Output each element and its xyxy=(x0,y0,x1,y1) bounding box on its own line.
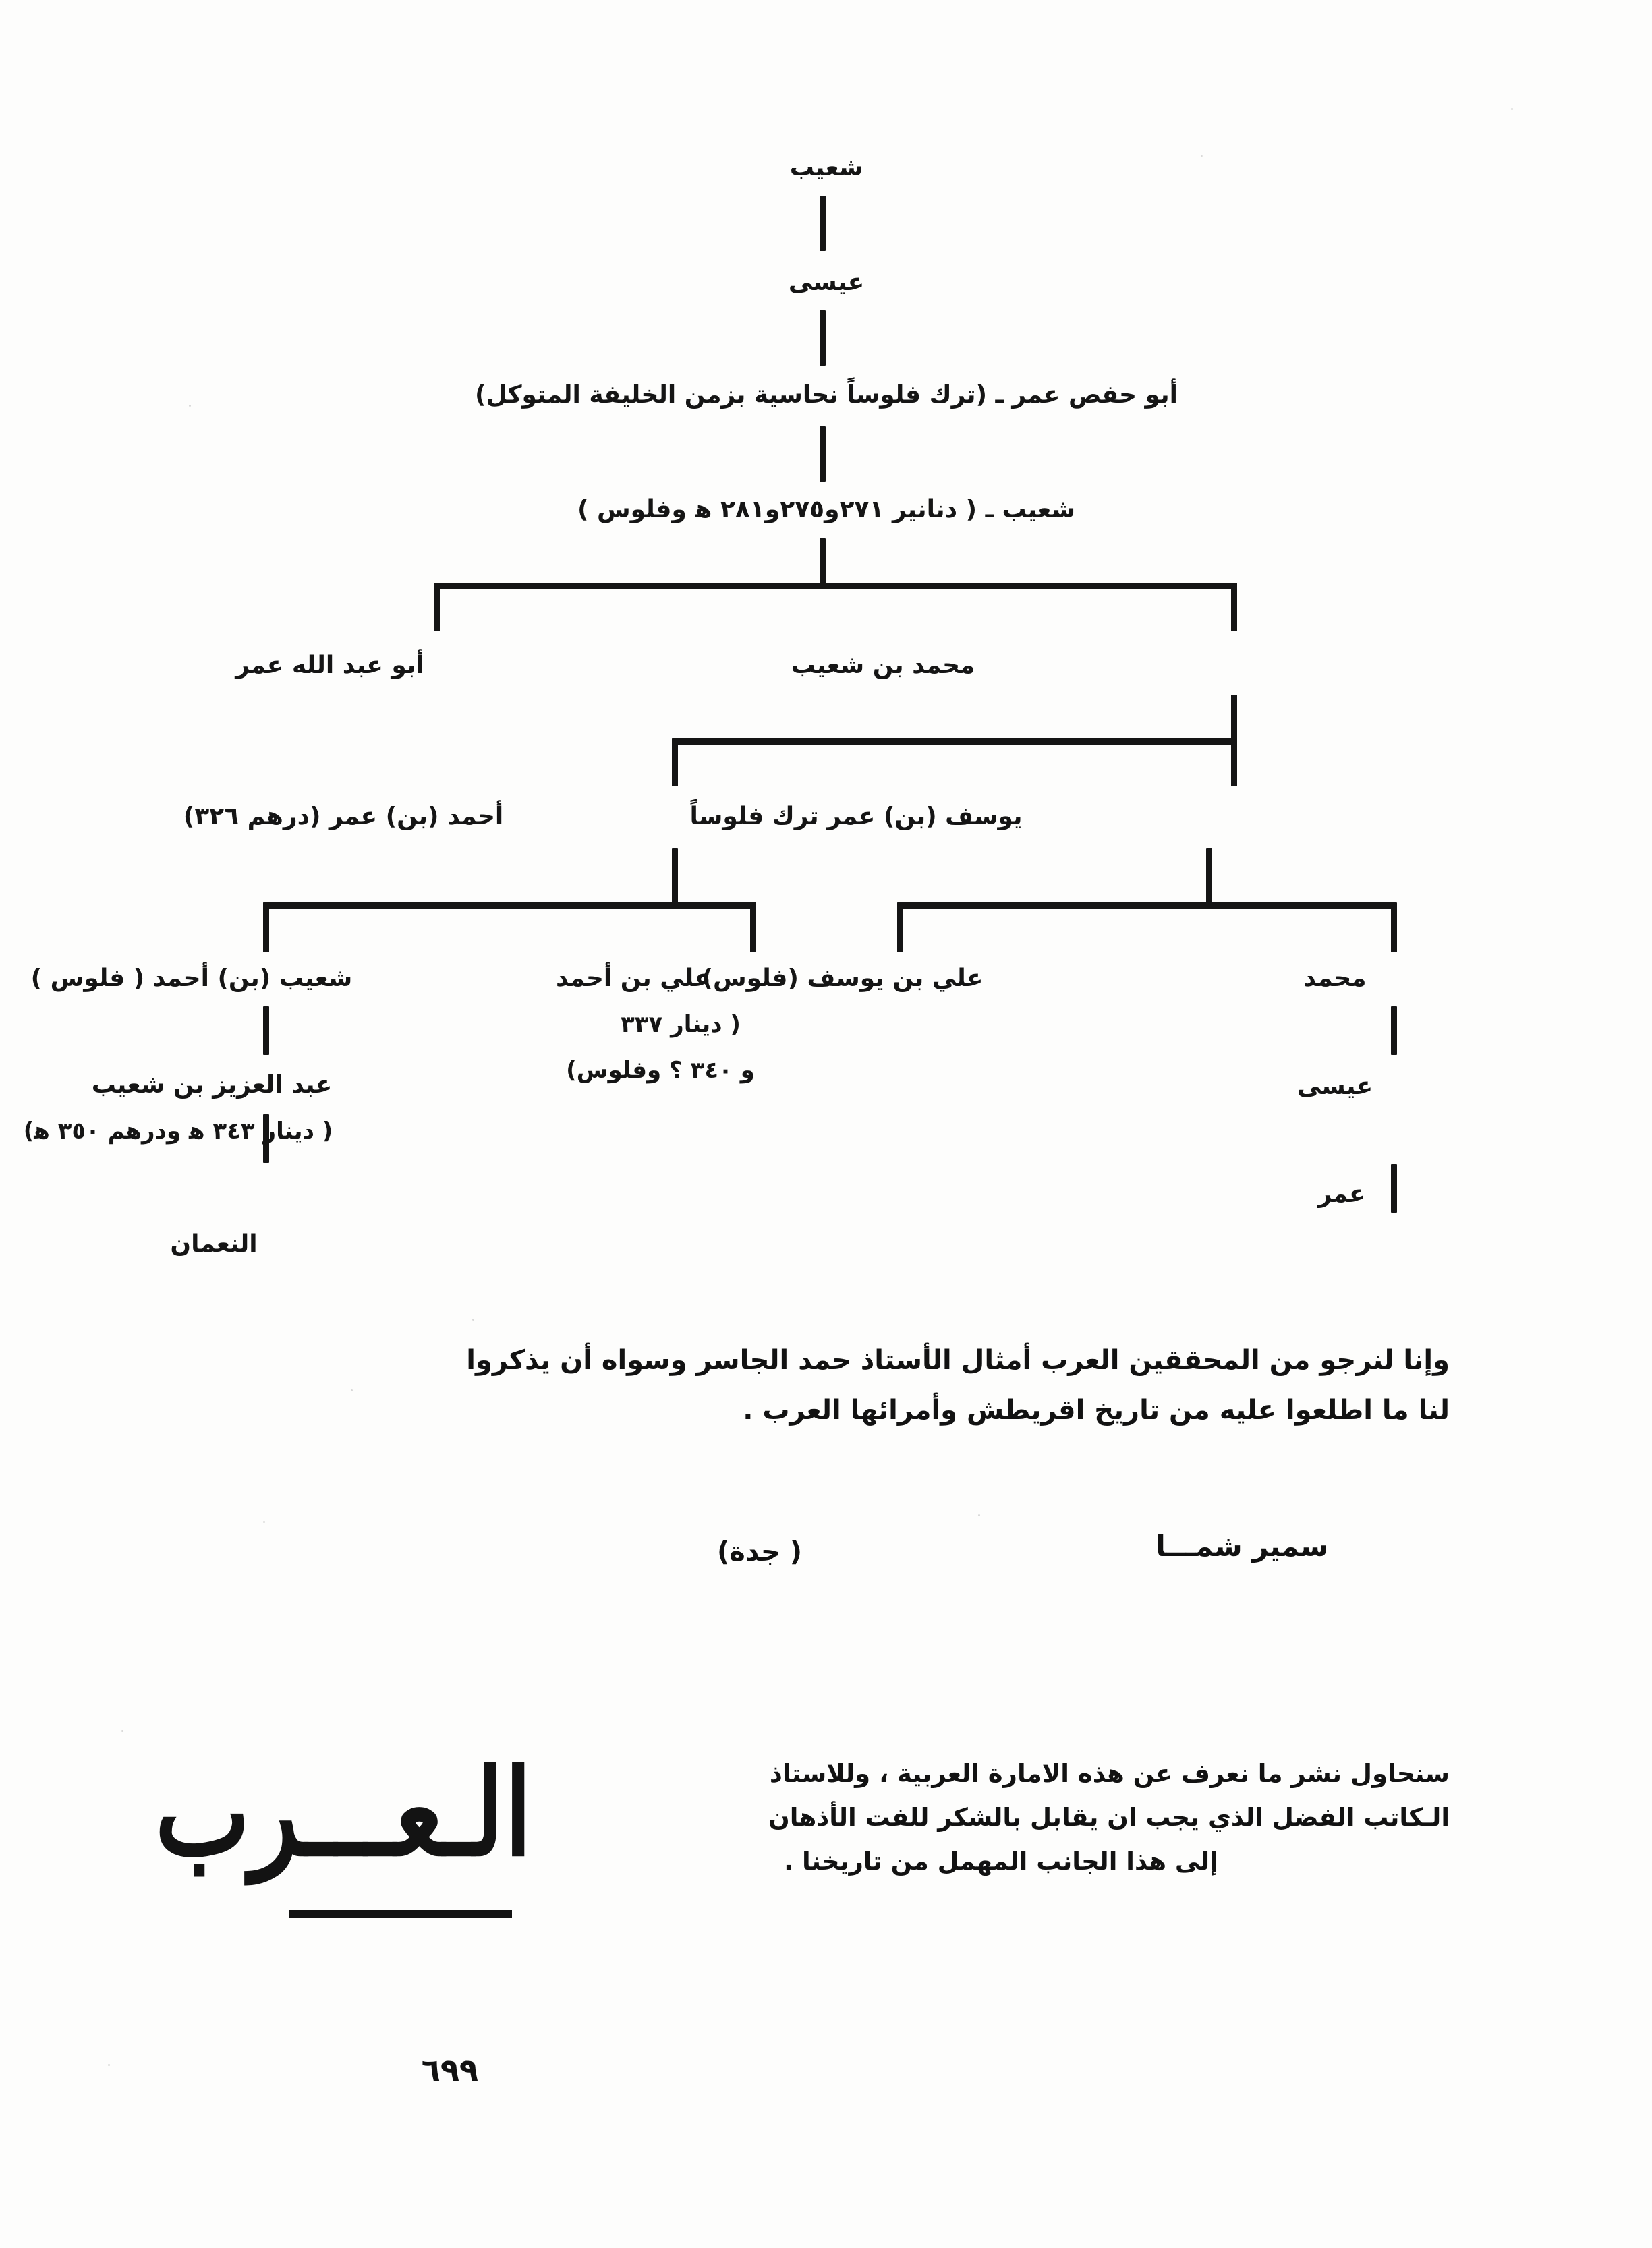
tree-node-abd-al-aziz-bin-shuayb: عبد العزيز بن شعيب xyxy=(91,1071,333,1099)
scan-speck xyxy=(1201,155,1203,157)
closing-paragraph xyxy=(242,1335,1450,1435)
tree-node-muhammad-bin-shuayb: محمد بن شعيب xyxy=(791,652,975,679)
tree-connector-vertical xyxy=(1231,695,1237,743)
tree-node-ali-bin-ahmad-dinar: ( دينار ٣٣٧ xyxy=(621,1011,741,1038)
masthead-al-arab: الـعـــرب xyxy=(154,1743,532,1883)
tree-connector-vertical xyxy=(750,902,756,952)
editor-note xyxy=(552,1752,1450,1883)
tree-node-yusuf-bin-umar: يوسف (بن) عمر ترك فلوساً xyxy=(689,803,1023,830)
tree-node-shuayb-2: شعيب ـ ( دنانير ٢٧١و٢٧٥و٢٨١ ﻫ وفلوس ) xyxy=(577,496,1075,523)
scan-speck xyxy=(472,1319,474,1321)
tree-connector-horizontal xyxy=(897,902,1396,909)
tree-node-isa-2: عيسى xyxy=(1297,1072,1373,1100)
scan-speck xyxy=(263,1521,265,1523)
tree-node-isa-1: عيسى xyxy=(788,268,865,296)
tree-connector-horizontal xyxy=(434,583,1237,589)
tree-connector-vertical xyxy=(820,538,826,588)
editor-note-line-1: سنحاول نشر ما نعرف عن هذه الامارة العربية ، وللاستاذ xyxy=(769,1759,1450,1788)
tree-node-shuayb-1: شعيب xyxy=(789,154,863,181)
tree-node-ali-bin-ahmad-fulus: و ٣٤٠ ؟ وفلوس) xyxy=(566,1057,755,1084)
tree-connector-horizontal xyxy=(672,738,1237,745)
scan-speck xyxy=(108,2064,110,2066)
page-number: ٦٩٩ xyxy=(421,2052,478,2088)
tree-node-ali-bin-yusuf: علي بن يوسف (فلوس) xyxy=(702,964,984,992)
scan-speck xyxy=(121,1730,123,1732)
tree-node-shuayb-bin-ahmad: شعيب (بن) أحمد ( فلوس ) xyxy=(30,964,353,992)
tree-node-umar-2: عمر xyxy=(1317,1180,1366,1208)
tree-node-abu-abdallah-umar: أبو عبد الله عمر xyxy=(235,652,424,679)
tree-connector-vertical xyxy=(820,426,826,482)
scan-speck xyxy=(978,1514,980,1516)
tree-connector-vertical xyxy=(1231,738,1237,786)
tree-connector-vertical xyxy=(897,902,903,952)
closing-paragraph-line-1: وإنا لنرجو من المحققين العرب أمثال الأستاذ حمد الجاسر وسواه أن يذكروا xyxy=(466,1345,1450,1376)
scan-speck xyxy=(189,405,191,407)
editor-note-line-2: الـكاتب الفضل الذي يجب ان يقابل بالشكر للفت الأذهان xyxy=(768,1802,1450,1832)
tree-connector-vertical xyxy=(1391,1164,1397,1213)
tree-node-abd-al-aziz-coins: ( دينار ٣٤٣ ﻫ ودرهم ٣٥٠ ﻫ) xyxy=(23,1118,333,1145)
editor-note-line-3: إلى هذا الجانب المهمل من تاريخنا . xyxy=(784,1846,1218,1876)
tree-connector-vertical xyxy=(263,902,269,952)
tree-connector-vertical xyxy=(1391,902,1397,952)
tree-node-muhammad-2: محمد xyxy=(1303,964,1367,992)
scan-speck xyxy=(351,1389,353,1391)
tree-connector-vertical xyxy=(672,738,678,786)
tree-node-ahmad-bin-umar: أحمد (بن) عمر (درهم ٣٢٦) xyxy=(183,803,504,830)
author-city: ( جدة) xyxy=(716,1536,802,1567)
tree-connector-vertical xyxy=(820,310,826,366)
tree-connector-vertical xyxy=(820,196,826,251)
tree-connector-horizontal xyxy=(263,902,756,909)
tree-node-abu-hafs-umar: أبو حفص عمر ـ (ترك فلوساً نحاسية بزمن الخليفة المتوكل) xyxy=(475,381,1178,409)
masthead-underline xyxy=(289,1910,512,1918)
tree-node-ali-bin-ahmad: علي بن أحمد xyxy=(556,964,711,992)
tree-connector-vertical xyxy=(263,1006,269,1055)
tree-node-al-numan: النعمان xyxy=(170,1230,258,1258)
tree-connector-vertical xyxy=(1206,848,1212,905)
scan-speck xyxy=(1511,108,1513,110)
closing-paragraph-line-2: لنا ما اطلعوا عليه من تاريخ اقريطش وأمرائها العرب . xyxy=(743,1395,1450,1426)
tree-connector-vertical xyxy=(1391,1006,1397,1055)
author-signature: سمير شمـــا xyxy=(1156,1530,1328,1563)
tree-connector-vertical xyxy=(434,583,440,631)
tree-connector-vertical xyxy=(1231,583,1237,631)
tree-connector-vertical xyxy=(672,848,678,905)
